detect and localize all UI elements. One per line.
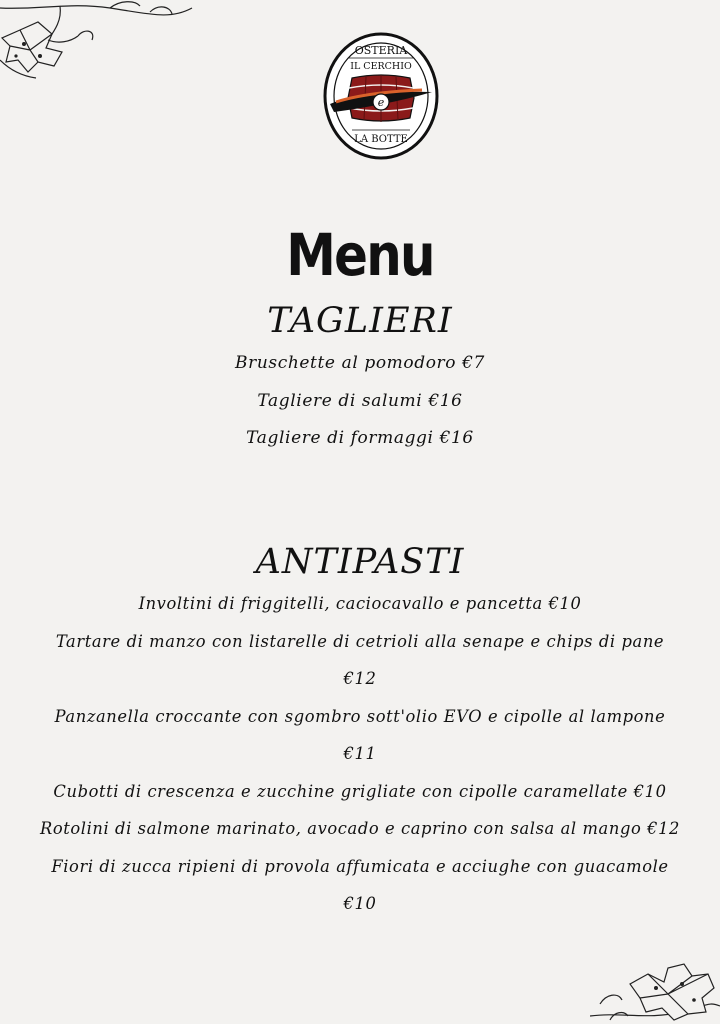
menu-item: Involtini di friggitelli, caciocavallo e pancetta €10 [138,594,582,613]
menu-item-price: €11 [343,744,377,763]
section-heading-antipasti: ANTIPASTI [255,542,465,583]
menu-item: Tagliere di formaggi €16 [246,428,474,448]
menu-item-price: €10 [343,894,377,913]
section-heading-taglieri: TAGLIERI [267,301,453,342]
logo-bottom-text: LA BOTTE [354,134,408,145]
logo-center-letter: e [377,96,385,109]
menu-item: Bruschette al pomodoro €7 [235,353,485,373]
menu-item: Tagliere di salumi €16 [257,390,463,411]
vine-leaves-top-left-icon [0,0,195,80]
menu-item: Tartare di manzo con listarelle di cetrioli alla senape e chips di pane [55,631,665,651]
osteria-logo [322,32,440,160]
vine-leaves-bottom-right-icon [590,954,720,1024]
menu-item-price: €12 [343,669,377,688]
menu-title: Menu [286,220,434,289]
taglieri-list [0,345,720,458]
logo-top-text: OSTERIA [354,44,408,57]
menu-item: Cubotti di crescenza e zucchine grigliate con cipolle caramellate €10 [53,781,667,801]
menu-item: Fiori di zucca ripieni di provola affumicata e acciughe con guacamole [51,856,669,876]
menu-item: Rotolini di salmone marinato, avocado e caprino con salsa al mango €12 [39,819,681,838]
antipasti-list [0,585,720,923]
logo-middle-text: IL CERCHIO [350,61,412,72]
menu-item: Panzanella croccante con sgombro sott'olio EVO e cipolle al lampone [54,706,666,726]
